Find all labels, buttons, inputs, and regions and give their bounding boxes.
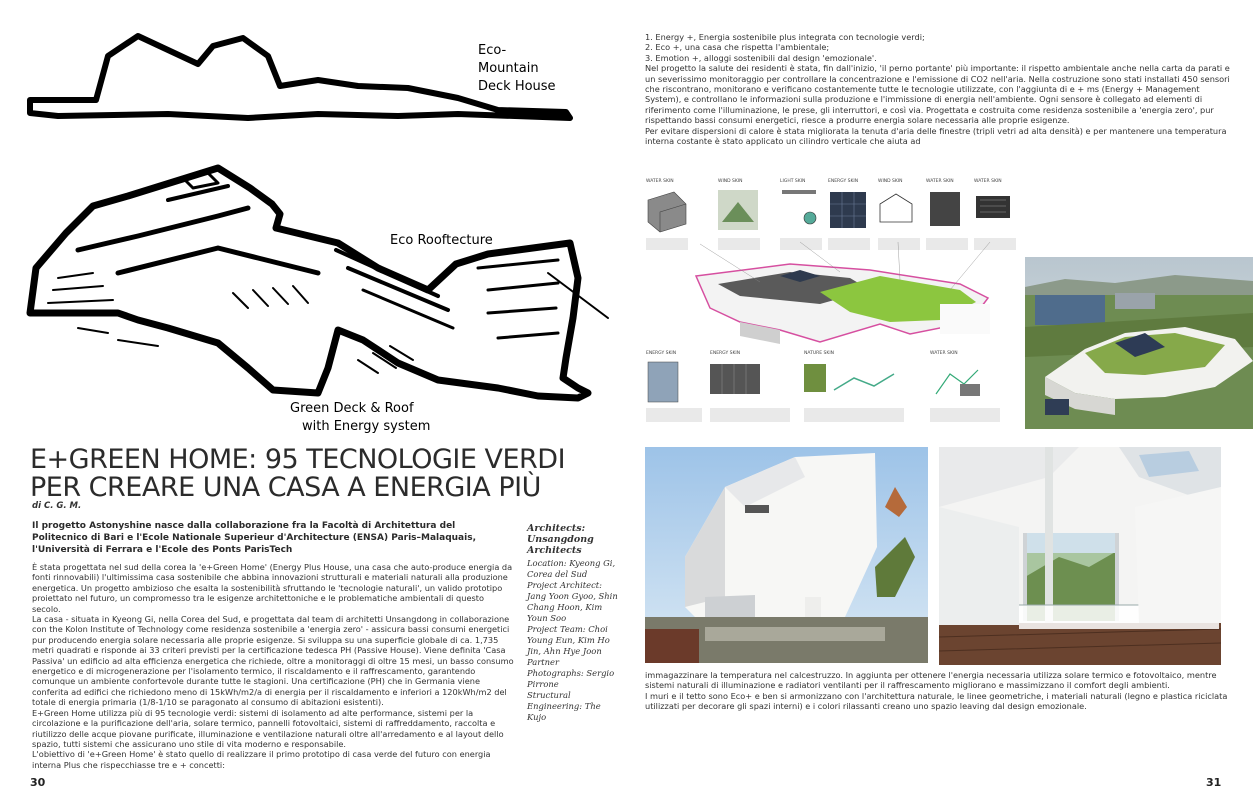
diagram-label: WATER SKIN [974, 179, 1002, 184]
diagram-label: ENERGY SKIN [646, 351, 677, 356]
sketch-illustration [18, 28, 618, 438]
page-number-right: 31 [1206, 776, 1222, 789]
sketch-label-mountain-2: Mountain [478, 61, 539, 76]
sketch-label-mountain-1: Eco- [478, 43, 507, 58]
diagram-label: WATER SKIN [930, 351, 958, 356]
article-intro: Il progetto Astonyshine nasce dalla collaborazione fra la Facoltà di Architettura del Politecnico di Bari e l'Ecole Nationale Superieur d'Architecture (ENSA) Paris–Malaquais, l'Università di Ferrara e l'Ecole des Ponts ParisTech [32, 521, 476, 555]
credit-line: Photographs: Sergio Pirrone [527, 668, 615, 689]
interior-house-photo [939, 447, 1221, 665]
diagram-label: WIND SKIN [718, 179, 743, 184]
diagram-label: ENERGY SKIN [710, 351, 741, 356]
body-paragraph: immagazzinare la temperatura nel calcestruzzo. In aggiunta per ottenere l'energia necessaria utilizza solare termico e fotovoltaico, mentre sistemi naturali di illuminazione e radiatori ventilanti per il raffrescamento migliorano e massimizzano il comfort degli ambienti. [645, 670, 1217, 691]
diagram-label: ENERGY SKIN [828, 179, 859, 184]
diagram-label: LIGHT SKIN [780, 179, 806, 184]
credit-line: Project Architect: Jang Yoon Gyoo, Shin Chang Hoon, Kim Youn Soo [527, 580, 618, 623]
body-paragraph: Nel progetto la salute dei residenti è stata, fin dall'inizio, 'il perno portante' più importante: il rispetto ambientale anche nella carta da parati e un severissimo monitoraggio per controllare la concentrazione e l'emissione di CO2 nell'aria. Nella costruzione sono stati installati 450 sensori che riscontrano, monitorano e verificano costantemente tutte le tecnologie utilizzate, con l'aggiunta di e + ms (Energy + Management System), e controllano le informazioni sulla produzione e l'immissione di energia nell'ambiente. Ogni sensore è collegato ad elementi di riferimento come l'illuminazione, le prese, gli interruttori, e così via. Progettata e costruita come residenza sostenibile a 'energia zero', pur rispettando bassi consumi energetici, riesce a produrre energia solare necessaria alle proprie esigenze. [645, 63, 1230, 126]
right-bottom-body-text [645, 670, 1230, 712]
article-byline: di C. G. M. [32, 501, 82, 511]
body-paragraph: La casa - situata in Kyeong Gi, nella Corea del Sud, e progettata dal team di architetti Unsangdong in collaborazione con the Kolon Institute of Technology come residenza sostenibile a 'energia zero' - assicura bassi consumi energetici pur producendo energia solare necessaria alle proprie esigenze. Si sviluppa su una superficie globale di ca. 1,735 metri quadrati e risponde ai 33 criteri previsti per la certificazione tedesca PH (Passive House). Viene definita 'Casa Passiva' un edificio ad alta efficienza energetica che richiede, oltre a monitoraggi di oltre 15 mesi, un basso consumo energetico e di microgenerazione per l'isolamento termico, il riscaldamento e il raffrescamento, garantendo comunque un ambiente confortevole durante tutte le stagioni. Una certificazione (PH) che in Germania viene conferita ad edifici che richiedono meno di 15kWh/m2/a di energia per il riscaldamento e inferiori a 120kWh/m2 del totale di energia primaria (1/8-1/10 se paragonato al consumo di abitazioni esistenti). [32, 614, 514, 708]
eco-skin-diagram [640, 172, 1018, 430]
list-item: 1. Energy +, Energia sostenibile plus integrata con tecnologie verdi; [645, 32, 925, 42]
credit-line: Project Team: Choi Young Eun, Kim Ho Jin, Ahn Hye Joon Partner [527, 624, 610, 667]
list-item: 3. Emotion +, alloggi sostenibili dal design 'emozionale'. [645, 52, 877, 63]
diagram-label: WATER SKIN [926, 179, 954, 184]
sketch-label-roof: Eco Rooftecture [390, 233, 493, 248]
sketch-label-mountain-3: Deck House [478, 79, 556, 94]
left-body-text [32, 562, 514, 770]
right-top-body-text [645, 32, 1230, 146]
credit-line: Structural Engineering: The Kujo [527, 690, 601, 722]
sketch-label-green-2: with Energy system [302, 419, 431, 434]
credit-line: Location: Kyeong Gi, Corea del Sud [527, 558, 616, 579]
list-item: 2. Eco +, una casa che rispetta l'ambientale; [645, 42, 830, 53]
body-paragraph: I muri e il tetto sono Eco+ e ben si armonizzano con l'architettura naturale, le linee geometriche, i materiali naturali (legno e plastica riciclata utilizzati per decorare gli spazi interni) e i colori rilassanti creano uno spazio leaving dal design emozionale. [645, 690, 1228, 712]
article-title: E+GREEN HOME: 95 TECNOLOGIE VERDI PER CREARE UNA CASA A ENERGIA PIÙ [30, 444, 566, 503]
sketch-label-green-1: Green Deck & Roof [290, 401, 414, 416]
body-paragraph: Per evitare dispersioni di calore è stata migliorata la tenuta d'aria delle finestre (tripli vetri ad alta densità) e per mantenere una temperatura interna costante è stato applicato un cilindro verticale che aiuta ad [645, 125, 1227, 147]
page-number-left: 30 [30, 776, 46, 789]
aerial-house-photo [1025, 257, 1253, 429]
body-paragraph: È stata progettata nel sud della corea la 'e+Green Home' (Energy Plus House, una casa che auto-produce energia da fonti rinnovabili) l'ultimissima casa sostenibile che abbina innovazioni strutturali e materiali naturali alla produzione energetica. Un progetto ambizioso che esalta la sostenibilità sfruttando le 'tecnologie naturali', un valido prototipo proiettato nel futuro, un compromesso tra le esigenze architettoniche e le problematiche ambientali di questo secolo. [32, 562, 513, 614]
exterior-house-photo [645, 447, 928, 663]
diagram-label: WIND SKIN [878, 179, 903, 184]
project-credits [527, 523, 622, 723]
body-paragraph: E+Green Home utilizza più di 95 tecnologie verdi: sistemi di isolamento ad alte performance, sistemi per la circolazione e la purificazione dell'aria, solare termico, pannelli fotovoltaici, sistemi di raffreddamento, raccolta e riutilizzo delle acque piovane purificate, illuminazione e ventilazione naturali oltre all'arredamento e al layout dello spazio, tutti sistemi che assicurano uno stile di vita moderno e responsabile. [32, 707, 504, 749]
credits-lead: Architects: Unsangdong Architects [527, 523, 594, 556]
body-paragraph: L'obiettivo di 'e+Green Home' è stato quello di realizzare il primo prototipo di casa verde del futuro con energia interna Plus che rispecchiasse tre e + concetti: [32, 749, 491, 770]
diagram-label: WATER SKIN [646, 179, 674, 184]
diagram-label: NATURE SKIN [804, 351, 835, 356]
